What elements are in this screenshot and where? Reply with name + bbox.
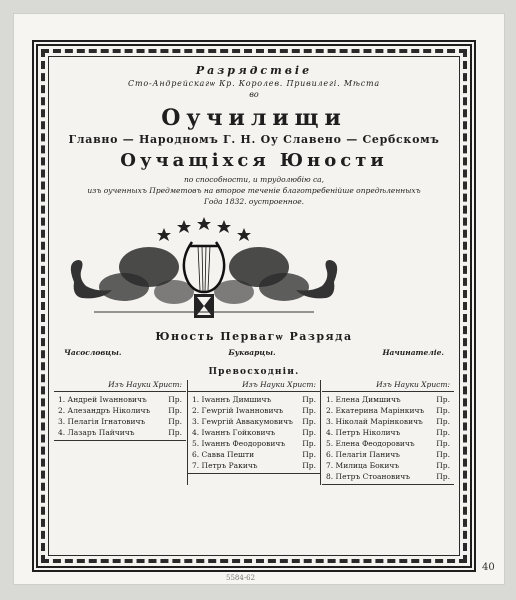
student-rank: Пр. (436, 461, 450, 470)
student-name: 2. Алезандръ Ніколичъ (58, 406, 151, 415)
doc-preposition: во (249, 90, 259, 99)
student-name: 5. Елена Феодоровичъ (326, 439, 415, 448)
archive-stamp: 5584-62 (226, 574, 256, 582)
grade-title: Юность Первагѡ Разряда (155, 330, 353, 343)
students-heading: Оучащiхся Юности (120, 150, 388, 171)
student-name: 6. Пелагiя Паничъ (326, 450, 400, 459)
student-rank: Пр. (436, 406, 450, 415)
student-rank: Пр. (168, 395, 182, 404)
student-rank: Пр. (302, 428, 316, 437)
document-content (54, 62, 454, 550)
table-row (326, 438, 450, 449)
description-line-1: по способности, и трудолюбiю са, (183, 175, 325, 184)
student-name: 1. Iwаннъ Димшичъ (192, 395, 272, 404)
student-rank: Пр. (436, 439, 450, 448)
student-name: 8. Петръ Стоановичъ (326, 472, 410, 481)
student-name: 4. Петръ Ніколичъ (326, 428, 401, 437)
column-heading-3: Начинателiе. (382, 348, 444, 357)
student-rank: Пр. (302, 450, 316, 459)
table-rows (322, 391, 454, 485)
table-row (326, 449, 450, 460)
student-rank: Пр. (168, 428, 182, 437)
student-rank: Пр. (436, 428, 450, 437)
student-name: 1. Андрей Iwанновичъ (58, 395, 147, 404)
student-rank: Пр. (436, 450, 450, 459)
student-tables (54, 380, 454, 485)
table-rows (54, 391, 186, 441)
honor-title: Превосходнiи. (208, 367, 300, 377)
table-subject-header: Изъ Науки Христ: (108, 380, 182, 389)
doc-title: Разрядствiе (195, 64, 313, 77)
column-heading-2: Букварцы. (228, 348, 276, 357)
table-row (58, 405, 182, 416)
student-rank: Пр. (302, 417, 316, 426)
description-line-2: изъ оученныхъ Предметовъ на второе теченiе благотребенiйше опредѣленныхъ (87, 186, 421, 195)
table-chasoslovtsy (54, 380, 186, 485)
student-rank: Пр. (302, 439, 316, 448)
table-nachinateli (322, 380, 454, 485)
student-name: 3. Геwргiй Аввакумовичъ (192, 417, 293, 426)
student-name: 7. Петръ Ракичъ (192, 461, 258, 470)
student-name: 4. Лазаръ Пайчичъ (58, 428, 135, 437)
student-name: 4. Iwаннъ Гойковичъ (192, 428, 276, 437)
table-row (58, 394, 182, 405)
table-row (326, 427, 450, 438)
table-subject-header: Изъ Науки Христ: (376, 380, 450, 389)
student-name: 5. Iwаннъ Феодоровичъ (192, 439, 286, 448)
column-heading-1: Часословцы. (64, 348, 122, 357)
student-rank: Пр. (436, 472, 450, 481)
student-rank: Пр. (168, 406, 182, 415)
school-full-name: Главно — Народномъ Г. Н. Оу Славено — Сербскомъ (68, 133, 440, 146)
table-row (192, 394, 316, 405)
table-row (326, 460, 450, 471)
student-rank: Пр. (436, 417, 450, 426)
lyre-emblem-illustration (54, 212, 354, 322)
doc-subtitle: Сто-Андрейскагѡ Кр. Королев. Привилегi. Мѣста (128, 79, 380, 88)
student-name: 1. Елена Димшичъ (326, 395, 401, 404)
table-row (326, 405, 450, 416)
student-name: 2. Геwргiй Iwанновичъ (192, 406, 284, 415)
ornamental-border (32, 40, 476, 572)
student-name: 7. Милица Бокичъ (326, 461, 400, 470)
student-name: 3. Ніколай Марiнковичъ (326, 417, 423, 426)
table-row (192, 438, 316, 449)
table-row (326, 394, 450, 405)
table-row (58, 416, 182, 427)
table-row (192, 460, 316, 471)
student-rank: Пр. (436, 395, 450, 404)
student-rank: Пр. (302, 395, 316, 404)
table-row (192, 416, 316, 427)
student-rank: Пр. (302, 461, 316, 470)
school-heading: Оучилищи (161, 105, 347, 131)
table-subject-header: Изъ Науки Христ: (242, 380, 316, 389)
student-name: 6. Савва Пешти (192, 450, 255, 459)
page-number: 40 (482, 562, 495, 573)
table-row (326, 471, 450, 482)
table-row (192, 449, 316, 460)
table-bukvartsy (187, 380, 321, 485)
table-row (192, 405, 316, 416)
column-headings (64, 348, 444, 357)
student-rank: Пр. (168, 417, 182, 426)
student-rank: Пр. (302, 406, 316, 415)
table-rows (188, 391, 320, 474)
table-row (326, 416, 450, 427)
student-name: 2. Екатерина Марiнкичъ (326, 406, 425, 415)
description-line-3: Года 1832. оустроенное. (203, 197, 305, 206)
table-row (58, 427, 182, 438)
table-row (192, 427, 316, 438)
student-name: 3. Пелагiя Iгнатовичъ (58, 417, 146, 426)
